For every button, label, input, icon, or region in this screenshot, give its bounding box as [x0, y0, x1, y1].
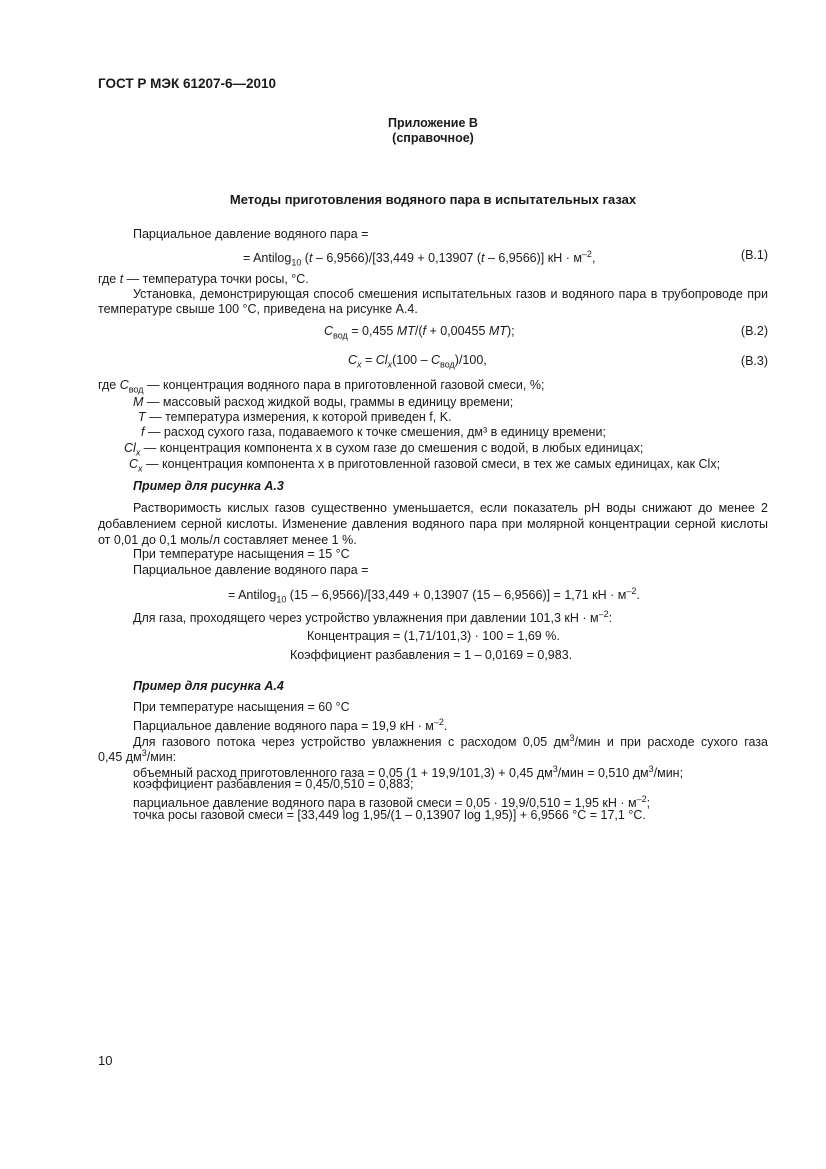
partial-pressure-label: Парциальное давление водяного пара =: [133, 227, 369, 241]
equation-b3: $C_x = Cl_x(100 - C_{вод})/100$,: [348, 353, 487, 370]
page-number: 10: [98, 1053, 113, 1068]
example-a4-dilution: коэффициент разбавления = 0,45/0,510 = 0,883;: [133, 777, 414, 791]
equation-b1: = Antilog$_{10}$ (t – 6,9566)/[33,449 + 0,13907 (t – 6,9566)] кН · $м^{-2}$,: [243, 249, 596, 268]
example-a3-pp-label: Парциальное давление водяного пара =: [133, 563, 369, 577]
definition-m: M — массовый расход жидкой воды, граммы в единицу времени;: [133, 395, 514, 409]
appendix-subtitle: (справочное): [392, 131, 474, 145]
example-a3-dilution: Коэффициент разбавления = 1 – 0,0169 = 0,983.: [290, 648, 573, 662]
example-a3-saturation: При температуре насыщения = 15 °С: [133, 547, 350, 561]
equation-b2: $C_{вод} = 0,455$ MT/(f + 0,00455 MT);: [324, 324, 515, 341]
example-a4-pp-mix: парциальное давление водяного пара в газовой смеси = 0,05 · 19,9/0,510 = 1,95 кН · $м^{-2}$;: [133, 794, 651, 811]
equation-b1-number: (В.1): [740, 248, 768, 262]
setup-paragraph: Установка, демонстрирующая способ смешения испытательных газов и водяного пара в трубопроводе при температуре свыше 100 °С, приведена на рисунке А.4.: [98, 287, 768, 316]
example-a4-flow-line2: 0,45 $дм^3$/мин:: [98, 748, 177, 765]
example-a3-title: Пример для рисунка А.3: [133, 479, 284, 493]
definition-f: f — расход сухого газа, подаваемого к точке смешения, дм³ в единицу времени;: [141, 425, 606, 439]
definition-clx: $Cl_x$ — концентрация компонента x в сухом газе до смешения с водой, в любых единицах;: [124, 441, 644, 458]
example-a4-title: Пример для рисунка А.4: [133, 679, 284, 693]
example-a4-dew-point: точка росы газовой смеси = [33,449 log 1,95/(1 – 0,13907 log 1,95)] + 6,9566 °С = 17,1 °С.: [133, 808, 646, 822]
definition-cx: $C_x$ — концентрация компонента x в приготовленной газовой смеси, в тех же самых единицах, как Clx;: [129, 457, 721, 474]
where-t-definition: где t — температура точки росы, °С.: [98, 272, 309, 286]
section-title: Методы приготовления водяного пара в испытательных газах: [229, 192, 637, 207]
definition-t: T — температура измерения, к которой приведен f, K.: [138, 410, 452, 424]
example-a4-partial-pressure: Парциальное давление водяного пара = 19,9 кН · $м^{-2}$.: [133, 717, 448, 734]
definition-cvod: где $C_{вод}$ — концентрация водяного пара в приготовленной газовой смеси, %;: [98, 378, 545, 395]
example-a3-calculation: = Antilog$_{10}$ (15 – 6,9566)/[33,449 + 0,13907 (15 – 6,9566)] = 1,71 кН · $м^{-2}$.: [228, 586, 640, 605]
example-a4-flow-line1: Для газового потока через устройство увлажнения с расходом 0,05 $дм^3$/мин и при расходе сухого газа: [133, 733, 768, 750]
example-a4-saturation: При температуре насыщения = 60 °С: [133, 700, 350, 714]
equation-b3-number: (В.3): [740, 354, 768, 368]
example-a3-concentration: Концентрация = (1,71/101,3) · 100 = 1,69 %.: [307, 629, 560, 643]
appendix-title: Приложение В: [388, 116, 478, 130]
example-a3-paragraph: Растворимость кислых газов существенно уменьшается, если показатель рН воды снижают до менее 2 добавлением серной кислоты. Изменение давления водяного пара при молярной концентрации серной кислоты от 0,01 до 0,1 моль/л составляет менее 1 %.: [98, 501, 768, 547]
equation-b2-number: (В.2): [740, 324, 768, 338]
standard-header: ГОСТ Р МЭК 61207-6—2010: [98, 76, 277, 91]
example-a3-gas: Для газа, проходящего через устройство увлажнения при давлении 101,3 кН · $м^{-2}$:: [133, 609, 613, 626]
example-a4-volume-flow: объемный расход приготовленного газа = 0,05 (1 + 19,9/101,3) + 0,45 $дм^3$/мин = 0,510 $дм^3$/мин;: [133, 764, 684, 781]
